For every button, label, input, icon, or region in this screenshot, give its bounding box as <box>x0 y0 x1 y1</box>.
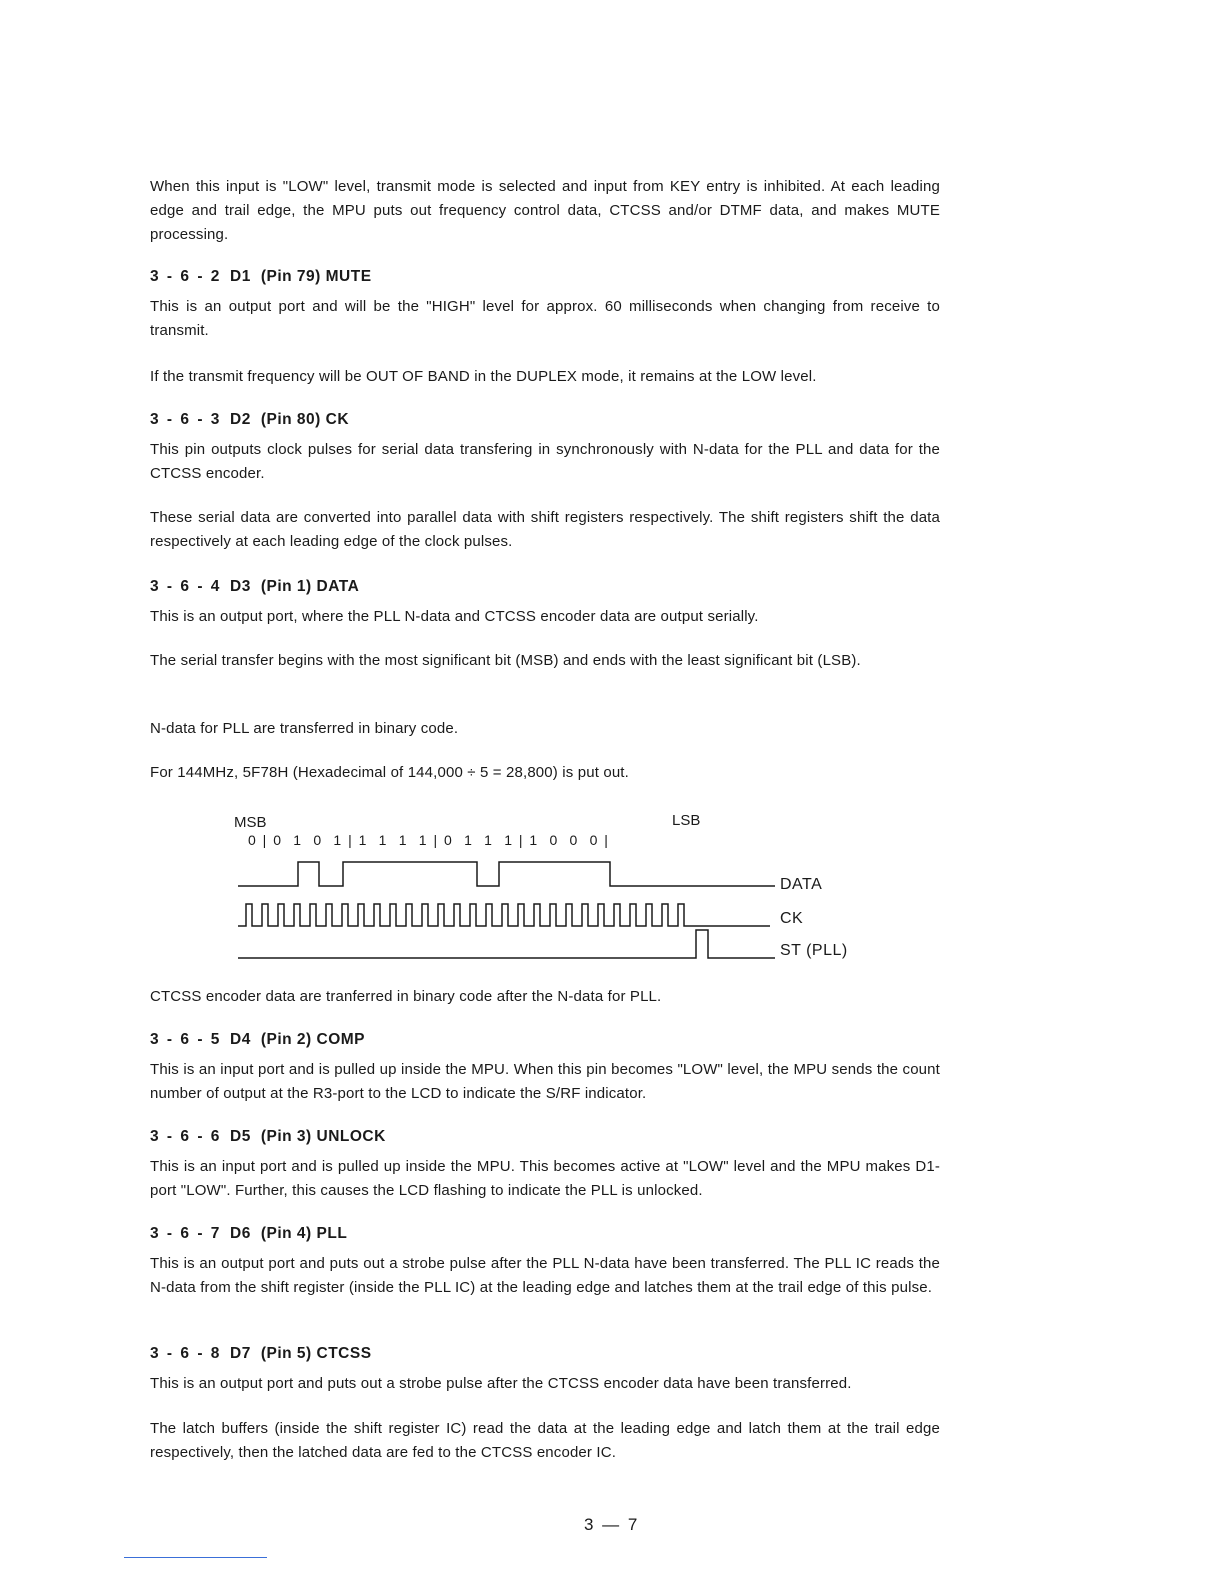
ck-waveform <box>238 904 770 926</box>
data-paragraph-3: N-data for PLL are transferred in binary code. <box>150 720 459 737</box>
comp-paragraph: This is an input port and is pulled up inside the MPU. When this pin becomes "LOW" level, the MPU sends the count number of output at the R3-port to the LCD to indicate the S/RF indicator. <box>150 1061 940 1102</box>
section-heading-3-6-5 <box>150 1031 365 1049</box>
pin-name: PLL <box>316 1225 348 1242</box>
section-number: 3 - 6 - 2 <box>150 268 222 285</box>
section-heading-3-6-2 <box>150 268 372 286</box>
ctcss-paragraph-2: The latch buffers (inside the shift register IC) read the data at the leading edge and latch them at the trail edge respectively, then the latched data are fed to the CTCSS encoder IC. <box>150 1420 940 1461</box>
pin-name: CK <box>325 411 350 428</box>
data-paragraph-2: The serial transfer begins with the most significant bit (MSB) and ends with the least significant bit (LSB). <box>150 652 861 669</box>
pin-name: UNLOCK <box>316 1128 386 1145</box>
pin-name: CTCSS <box>316 1345 372 1362</box>
pin-id: D2 <box>230 411 251 428</box>
section-number: 3 - 6 - 5 <box>150 1031 222 1048</box>
signal-label-ck: CK <box>780 910 804 927</box>
timing-waveforms <box>230 808 870 968</box>
mute-paragraph-2: If the transmit frequency will be OUT OF BAND in the DUPLEX mode, it remains at the LOW level. <box>150 368 817 385</box>
pin-detail: (Pin 80) <box>260 411 321 428</box>
section-heading-3-6-3 <box>150 411 349 429</box>
ctcss-paragraph-1: This is an output port and puts out a strobe pulse after the CTCSS encoder data have been transferred. <box>150 1375 852 1392</box>
lsb-label: LSB <box>672 812 701 829</box>
mute-paragraph-1: This is an output port and will be the "HIGH" level for approx. 60 milliseconds when changing from receive to transmit. <box>150 298 940 339</box>
ck-paragraph-1: This pin outputs clock pulses for serial data transfering in synchronously with N-data for the PLL and data for the CTCSS encoder. <box>150 441 940 482</box>
pin-detail: (Pin 4) <box>260 1225 312 1242</box>
data-waveform <box>238 862 775 886</box>
section-number: 3 - 6 - 3 <box>150 411 222 428</box>
section-number: 3 - 6 - 7 <box>150 1225 222 1242</box>
intro-paragraph: When this input is "LOW" level, transmit mode is selected and input from KEY entry is inhibited. At each leading edge and trail edge, the MPU puts out frequency control data, CTCSS and/or DTMF data, and makes MUTE processing. <box>150 178 940 243</box>
timing-diagram <box>230 808 870 968</box>
st-pll-waveform <box>238 930 775 958</box>
pin-id: D6 <box>230 1225 251 1242</box>
pin-name: MUTE <box>325 268 372 285</box>
data-paragraph-5: CTCSS encoder data are tranferred in binary code after the N-data for PLL. <box>150 988 662 1005</box>
pin-detail: (Pin 5) <box>260 1345 312 1362</box>
signal-label-data: DATA <box>780 876 823 893</box>
pin-detail: (Pin 3) <box>260 1128 312 1145</box>
pin-detail: (Pin 1) <box>260 578 312 595</box>
section-number: 3 - 6 - 6 <box>150 1128 222 1145</box>
pin-id: D5 <box>230 1128 251 1145</box>
ck-paragraph-2: These serial data are converted into parallel data with shift registers respectively. The shift registers shift the data respectively at each leading edge of the clock pulses. <box>150 509 940 550</box>
pin-id: D3 <box>230 578 251 595</box>
pin-id: D4 <box>230 1031 251 1048</box>
msb-label: MSB <box>234 814 267 831</box>
data-paragraph-1: This is an output port, where the PLL N-data and CTCSS encoder data are output serially. <box>150 608 759 625</box>
pin-name: COMP <box>316 1031 366 1048</box>
section-number: 3 - 6 - 4 <box>150 578 222 595</box>
pll-paragraph: This is an output port and puts out a strobe pulse after the PLL N-data have been transferred. The PLL IC reads the N-data from the shift register (inside the PLL IC) at the leading edge and latches them at the trail edge of this pulse. <box>150 1255 940 1296</box>
section-number: 3 - 6 - 8 <box>150 1345 222 1362</box>
pin-id: D1 <box>230 268 251 285</box>
section-heading-3-6-7 <box>150 1225 347 1243</box>
section-heading-3-6-4 <box>150 578 359 596</box>
section-heading-3-6-6 <box>150 1128 386 1146</box>
unlock-paragraph: This is an input port and is pulled up inside the MPU. This becomes active at "LOW" level and the MPU makes D1-port "LOW". Further, this causes the LCD flashing to indicate the PLL is unlocked. <box>150 1158 940 1199</box>
pin-id: D7 <box>230 1345 251 1362</box>
pin-detail: (Pin 2) <box>260 1031 312 1048</box>
footer-rule <box>124 1557 267 1558</box>
bit-sequence: 0 | 0 1 0 1 | 1 1 1 1 | 0 1 1 1 | 1 0 0 0 | <box>248 832 610 848</box>
page-number: 3 — 7 <box>584 1515 640 1534</box>
pin-detail: (Pin 79) <box>260 268 321 285</box>
data-paragraph-4: For 144MHz, 5F78H (Hexadecimal of 144,000 ÷ 5 = 28,800) is put out. <box>150 764 629 781</box>
signal-label-st-pll: ST (PLL) <box>780 942 848 959</box>
section-heading-3-6-8 <box>150 1345 372 1363</box>
pin-name: DATA <box>316 578 360 595</box>
